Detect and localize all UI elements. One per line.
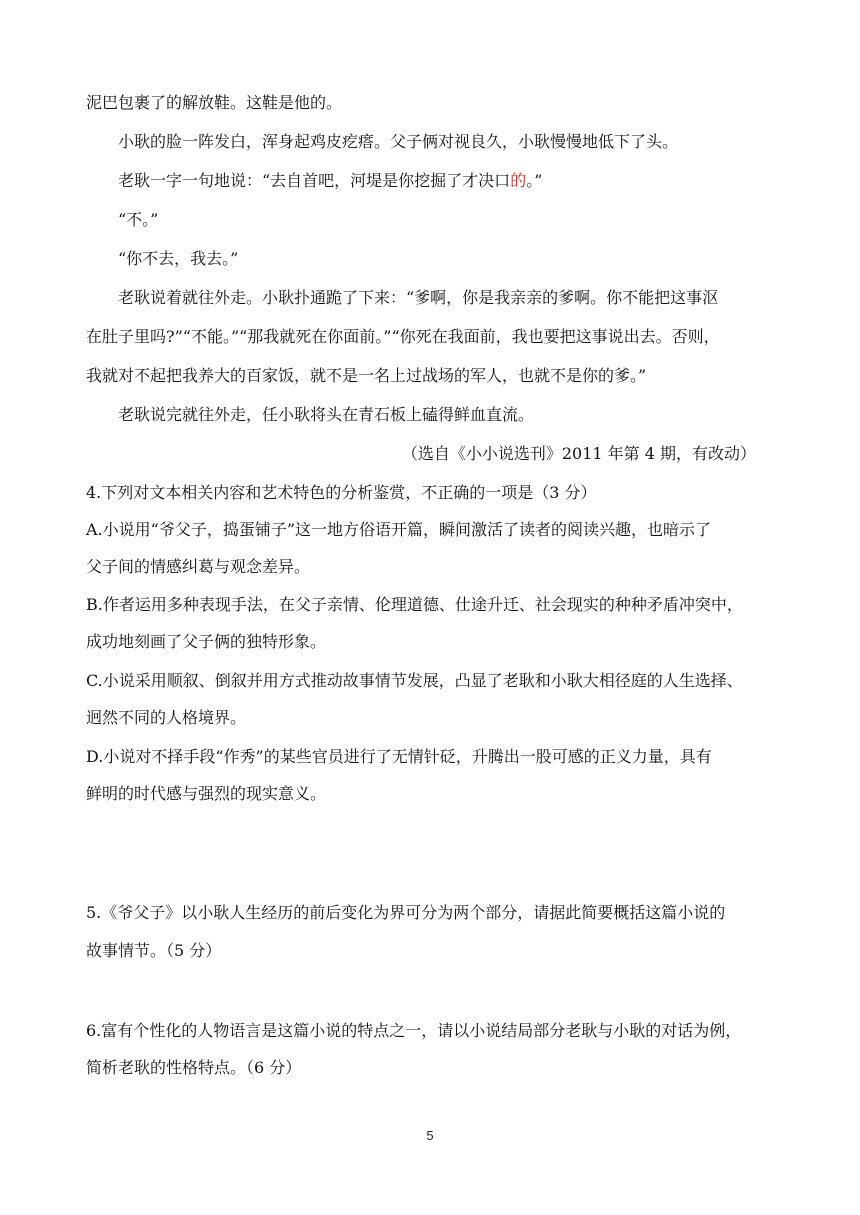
passage-line-3-end: 。” — [526, 171, 543, 190]
passage-line-5: “你不去，我去。” — [118, 249, 239, 268]
passage-line-7: 在肚子里吗?”“不能。”“那我就死在你面前。”“你死在我面前，我也要把这事说出去。否则， — [86, 327, 720, 346]
question-5-line-2: 故事情节。（5 分） — [86, 941, 222, 960]
passage-line-6: 老耿说着就往外走。小耿扑通跪了下来：“爹啊，你是我亲亲的爹啊。你不能把这事沤 — [118, 288, 719, 307]
option-c-line-1: C.小说采用顺叙、倒叙并用方式推动故事情节发展，凸显了老耿和小耿大相径庭的人生选择、 — [86, 671, 743, 690]
option-d-line-2: 鲜明的时代感与强烈的现实意义。 — [86, 784, 327, 803]
highlighted-char: 的 — [510, 171, 527, 190]
passage-line-3-text: 老耿一字一句地说：“去自首吧，河堤是你挖掘了才决口 — [118, 171, 511, 190]
option-a-line-1: A.小说用“爷父子，捣蛋铺子”这一地方俗语开篇，瞬间激活了读者的阅读兴趣，也暗示了 — [86, 520, 712, 539]
passage-line-3 — [118, 170, 774, 192]
option-a-line-2: 父子间的情感纠葛与观念差异。 — [86, 557, 311, 576]
passage-line-9: 老耿说完就往外走，任小耿将头在青石板上磕得鲜血直流。 — [118, 405, 535, 424]
page-number: 5 — [426, 1128, 434, 1143]
question-6-line-2: 简析老耿的性格特点。（6 分） — [86, 1058, 302, 1077]
option-b-line-1: B.作者运用多种表现手法，在父子亲情、伦理道德、仕途升迁、社会现实的种种矛盾冲突中， — [86, 595, 743, 614]
passage-line-4: “不。” — [118, 210, 159, 229]
option-c-line-2: 迥然不同的人格境界。 — [86, 708, 247, 727]
passage-line-8: 我就对不起把我养大的百家饭，就不是一名上过战场的军人，也就不是你的爹。” — [86, 366, 647, 385]
passage-source: （选自《小小说选刊》2011 年第 4 期，有改动） — [401, 444, 756, 463]
option-d-line-1: D.小说对不择手段“作秀”的某些官员进行了无情针砭，升腾出一股可感的正义力量，具有 — [86, 747, 712, 766]
passage-line-1: 泥巴包裹了的解放鞋。这鞋是他的。 — [86, 93, 343, 112]
passage-line-2: 小耿的脸一阵发白，浑身起鸡皮疙瘩。父子俩对视良久，小耿慢慢地低下了头。 — [118, 132, 679, 151]
question-6-line-1: 6.富有个性化的人物语言是这篇小说的特点之一，请以小说结局部分老耿与小耿的对话为例， — [86, 1021, 742, 1040]
question-5-line-1: 5.《爷父子》以小耿人生经历的前后变化为界可分为两个部分，请据此简要概括这篇小说的 — [86, 903, 726, 922]
question-4-stem: 4.下列对文本相关内容和艺术特色的分析鉴赏，不正确的一项是（3 分） — [86, 483, 597, 502]
option-b-line-2: 成功地刻画了父子俩的独特形象。 — [86, 632, 327, 651]
